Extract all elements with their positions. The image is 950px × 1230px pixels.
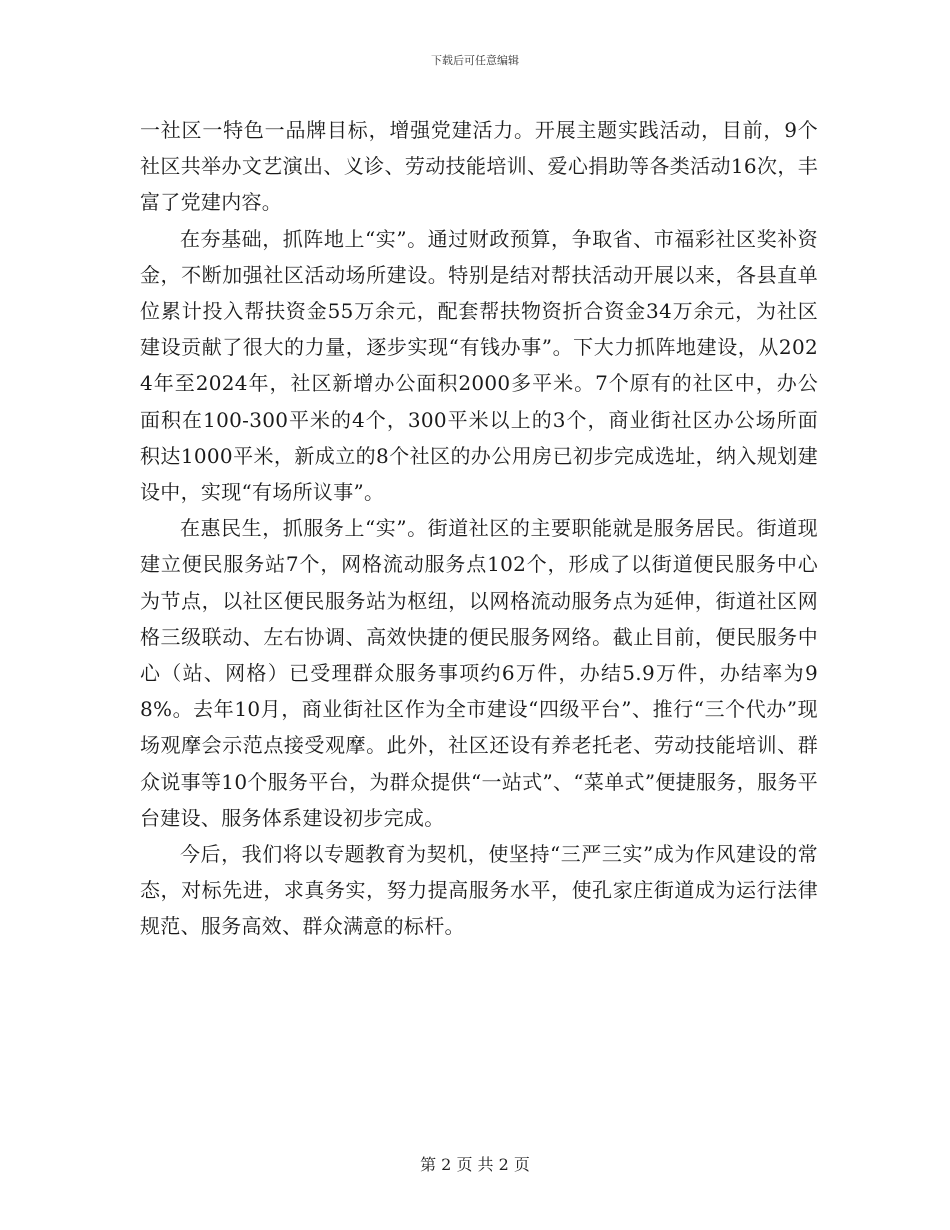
page-number: 第 2 页 共 2 页 bbox=[420, 1155, 530, 1174]
paragraph-foundation: 在夯基础，抓阵地上“实”。通过财政预算，争取省、市福彩社区奖补资金，不断加强社区活动场所建设。特别是结对帮扶活动开展以来，各县直单位累计投入帮扶资金55万余元，配套帮扶物资折合资金34万余元，为社区建设贡献了很大的力量，逐步实现“有钱办事”。下大力抓阵地建设，从2024年至2024年，社区新增办公面积2000多平米。7个原有的社区中，办公面积在100-300平米的4个，300平米以上的3个，商业街社区办公场所面积达1000平米，新成立的8个社区的办公用房已初步完成选址，纳入规划建设中，实现“有场所议事”。 bbox=[140, 226, 818, 505]
page-header: 下载后可任意编辑 bbox=[431, 54, 519, 67]
paragraph-continuation: 一社区一特色一品牌目标，增强党建活力。开展主题实践活动，目前，9个社区共举办文艺演出、义诊、劳动技能培训、爱心捐助等各类活动16次，丰富了党建内容。 bbox=[140, 118, 818, 215]
paragraph-conclusion: 今后，我们将以专题教育为契机，使坚持“三严三实”成为作风建设的常态，对标先进，求真务实，努力提高服务水平，使孔家庄街道成为运行法律规范、服务高效、群众满意的标杆。 bbox=[140, 842, 818, 939]
paragraph-services: 在惠民生，抓服务上“实”。街道社区的主要职能就是服务居民。街道现建立便民服务站7个，网格流动服务点102个，形成了以街道便民服务中心为节点，以社区便民服务站为枢纽，以网格流动服务点为延伸，街道社区网格三级联动、左右协调、高效快捷的便民服务网络。截止目前，便民服务中心（站、网格）已受理群众服务事项约6万件，办结5.9万件，办结率为98%。去年10月，商业街社区作为全市建设“四级平台”、推行“三个代办”现场观摩会示范点接受观摩。此外，社区还设有养老托老、劳动技能培训、群众说事等10个服务平台，为群众提供“一站式”、“菜单式”便捷服务，服务平台建设、服务体系建设初步完成。 bbox=[140, 516, 818, 830]
document-body bbox=[140, 112, 818, 945]
